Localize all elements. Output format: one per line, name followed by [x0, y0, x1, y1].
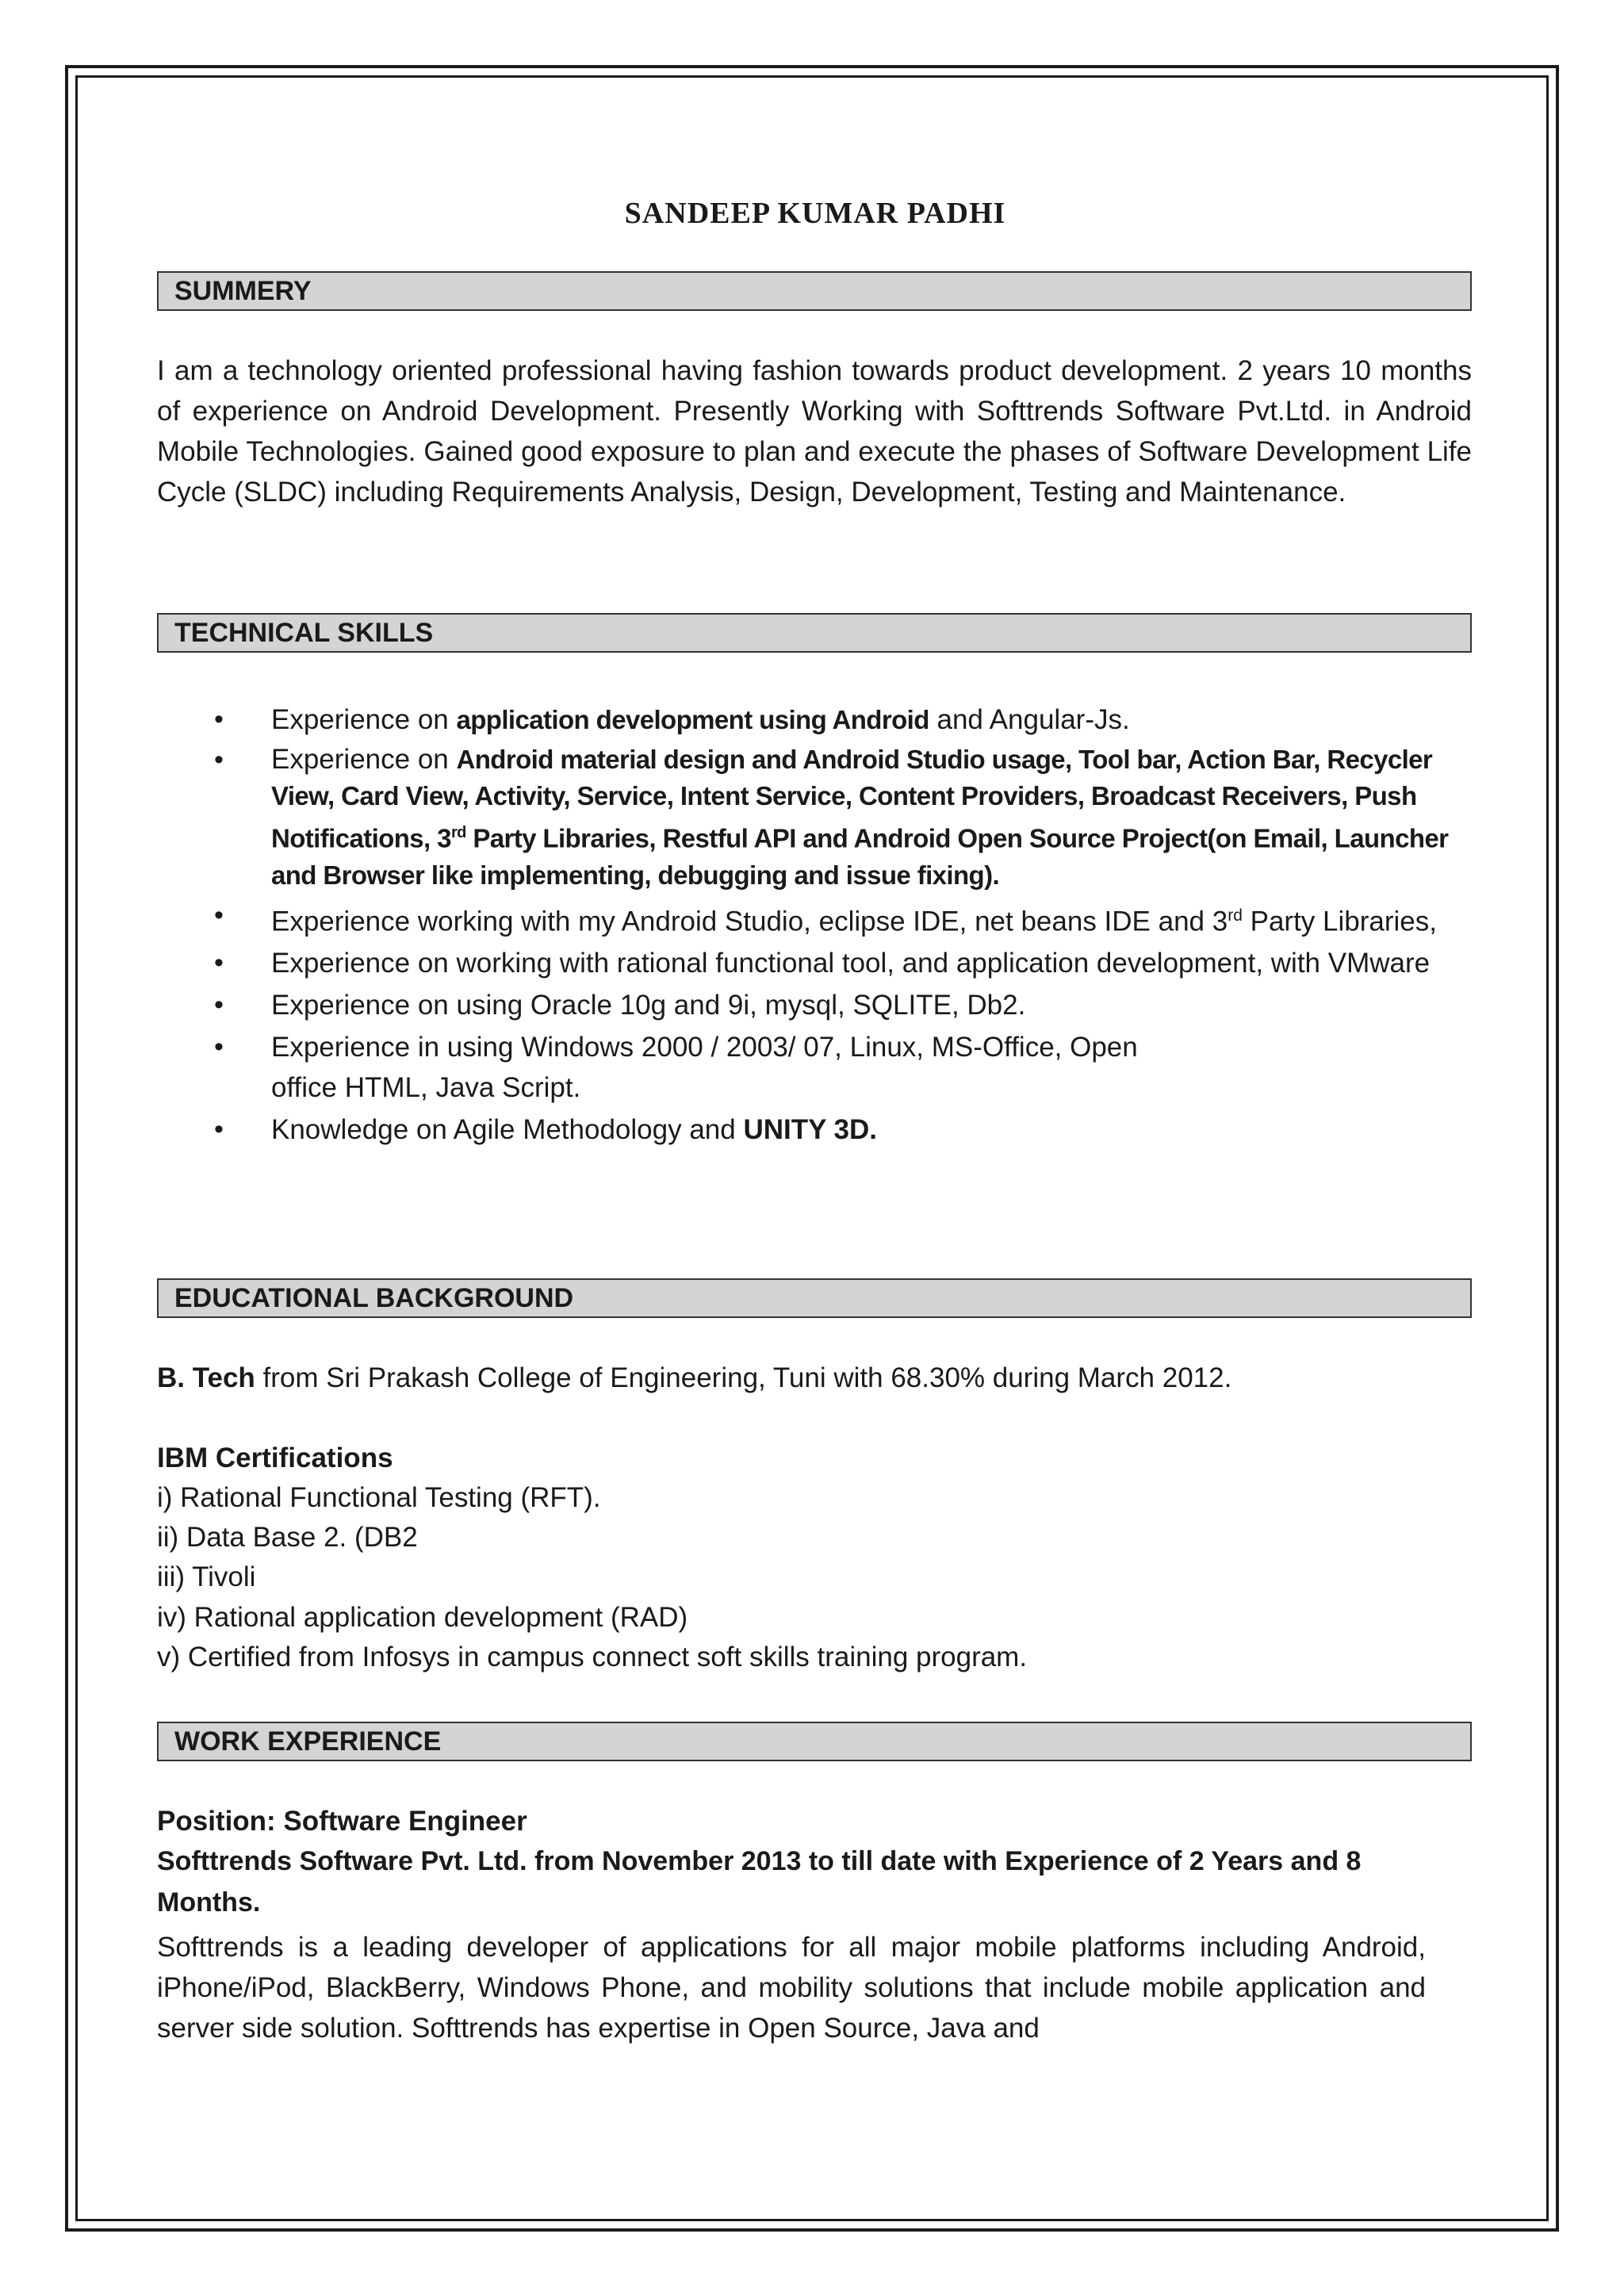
technical-skills-list [157, 699, 1473, 1151]
certification-item: iv) Rational application development (RAD) [157, 1602, 688, 1633]
certification-item: v) Certified from Infosys in campus connect soft skills training program. [157, 1642, 1028, 1672]
ibm-certifications-title: IBM Certifications [157, 1443, 393, 1473]
certification-item: i) Rational Functional Testing (RFT). [157, 1482, 601, 1513]
skill-bullet-6: • Experience in using Windows 2000 / 2003/ 07, Linux, MS-Office, Open office HTML, Java Script. [157, 1027, 1473, 1108]
education-btech: B. Tech from Sri Prakash College of Engineering, Tuni with 68.30% during March 2012. [157, 1362, 1232, 1393]
skill-bullet-2: • Experience on Android material design and Android Studio usage, Tool bar, Action Bar, Recycler View, Card View, Activity, Service, Intent Service, Content Providers, Broadcast Receivers, Push Notifications, 3rd Party Libraries, Restful API and Android Open Source Project(on Email, Launcher and Browser like implementing, debugging and issue fixing). [157, 741, 1473, 894]
skill-bullet-7: • Knowledge on Agile Methodology and UNITY 3D. [157, 1109, 1473, 1150]
candidate-name: SANDEEP KUMAR PADHI [624, 197, 1006, 230]
skill-bullet-5: • Experience on using Oracle 10g and 9i, mysql, SQLITE, Db2. [157, 985, 1473, 1025]
section-header-work-experience: WORK EXPERIENCE [157, 1722, 1472, 1761]
skill-bullet-4: • Experience on working with rational functional tool, and application development, with VMware [157, 943, 1473, 983]
skill-bullet-1: • Experience on application development using Android and Angular-Js. [157, 699, 1473, 740]
work-company-description: Softtrends is a leading developer of applications for all major mobile platforms including Android, iPhone/iPod, BlackBerry, Windows Phone, and mobility solutions that include mobile application and server side solution. Softtrends has expertise in Open Source, Java and [157, 1932, 1426, 2044]
certification-item: ii) Data Base 2. (DB2 [157, 1522, 418, 1553]
section-header-summary: SUMMERY [157, 271, 1472, 311]
work-position: Position: Software Engineer [157, 1806, 527, 1837]
skill-bullet-3: • Experience working with my Android Studio, eclipse IDE, net beans IDE and 3rd Party Libraries, [157, 895, 1473, 942]
work-company-line: Softtrends Software Pvt. Ltd. from November 2013 to till date with Experience of 2 Years and 8 Months. [157, 1846, 1362, 1918]
summary-text: I am a technology oriented professional having fashion towards product development. 2 years 10 months of experience on Android Development. Presently Working with Softtrends Software Pvt.Ltd. in Android Mobile Technologies. Gained good exposure to plan and execute the phases of Software Development Life Cycle (SLDC) including Requirements Analysis, Design, Development, Testing and Maintenance. [157, 355, 1472, 508]
section-header-education: EDUCATIONAL BACKGROUND [157, 1278, 1472, 1318]
section-header-technical-skills: TECHNICAL SKILLS [157, 613, 1472, 653]
certification-item: iii) Tivoli [157, 1561, 256, 1592]
